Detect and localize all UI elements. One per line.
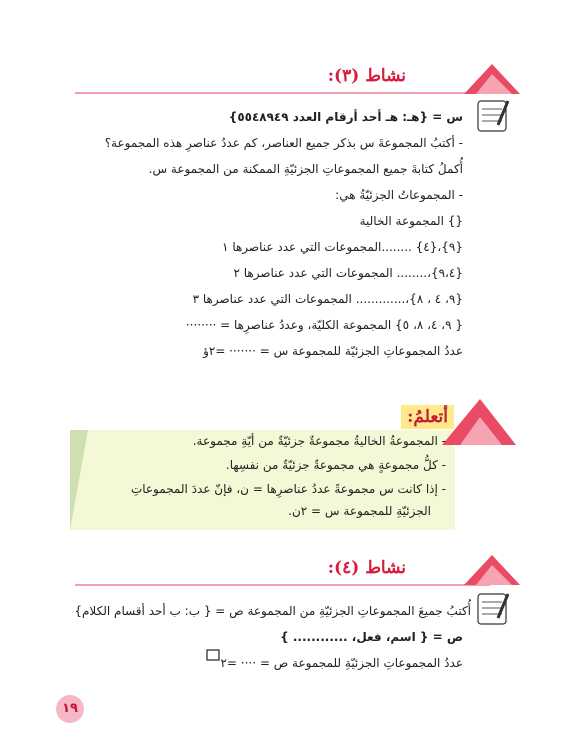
subsets-size-3: {٩، ٤ ، ٨}،............. المجموعات التي عدد عناصرها ٣ bbox=[192, 292, 463, 306]
activity4-count: عددُ المجموعاتِ الجزئيّةِ للمجموعة ص = ···· =٢ bbox=[220, 656, 463, 670]
activity4-rule bbox=[75, 584, 490, 586]
learn-point-3: - إذا كانت س مجموعةً عددُ عناصرِها = ن، فإنّ عددَ المجموعاتِ bbox=[130, 482, 446, 496]
subsets-size-2: {٩،٤}،........ المجموعات التي عدد عناصرها ٢ bbox=[233, 266, 463, 280]
learn-point-1: - المجموعةُ الخاليةُ مجموعةٌ جزئيّةٌ من أيّةِ مجموعة. bbox=[192, 434, 446, 448]
learn-point-3-cont: الجزئيّةِ للمجموعة س = ٢ن. bbox=[288, 504, 431, 518]
subsets-count: عددُ المجموعاتِ الجزئيّة للمجموعة س = ······· =٢ؤ bbox=[203, 344, 463, 358]
activity3-question-2: أُكملُ كتابةَ جميع المجموعاتِ الجزئيّةِ الممكنة من المجموعة س. bbox=[148, 162, 463, 176]
subset-universal: { ٩، ٤، ٨، ٥} المجموعة الكليّة، وعددُ عناصرِها = ········ bbox=[185, 318, 463, 332]
notebook-pencil-icon bbox=[472, 588, 518, 628]
subsets-heading: - المجموعاتُ الجزئيّةُ هي: bbox=[335, 188, 463, 202]
notebook-pencil-icon bbox=[472, 95, 518, 135]
subset-empty: {} المجموعة الخالية bbox=[359, 214, 463, 228]
subsets-size-1: {٩}،{٤} ........المجموعات التي عدد عناصرها ١ bbox=[222, 240, 463, 254]
activity4-instruction: أُكتبُ جميعَ المجموعاتِ الجزئيّةِ من المجموعة ص = { ب: ب أحد أقسام الكلام} bbox=[74, 604, 471, 618]
activity4-title: نشاط (٤): bbox=[327, 558, 406, 578]
learn-point-2: - كلُّ مجموعةٍ هي مجموعةٌ جزئيّةٌ من نفسِها. bbox=[225, 458, 446, 472]
activity3-question-1: - أكتبُ المجموعةَ س بذكر جميع العناصر، كم عددُ عناصرِ هذه المجموعة؟ bbox=[104, 136, 463, 150]
superscript-box-icon bbox=[205, 648, 221, 664]
set-p-definition: ص = { اسم، فعل، ............ } bbox=[280, 630, 463, 644]
activity4-triangle-decor bbox=[462, 553, 522, 587]
learn-title: أتعلمُ: bbox=[401, 405, 454, 429]
activity3-rule bbox=[75, 92, 490, 94]
activity3-title: نشاط (٣): bbox=[327, 66, 406, 86]
set-s-definition: س = {هـ: هـ أحد أرقام العدد ٥٥٤٨٩٤٩} bbox=[228, 110, 463, 124]
page-number: ١٩ bbox=[56, 695, 84, 723]
learn-box-left-edge bbox=[70, 430, 88, 530]
activity3-triangle-decor bbox=[462, 62, 522, 96]
